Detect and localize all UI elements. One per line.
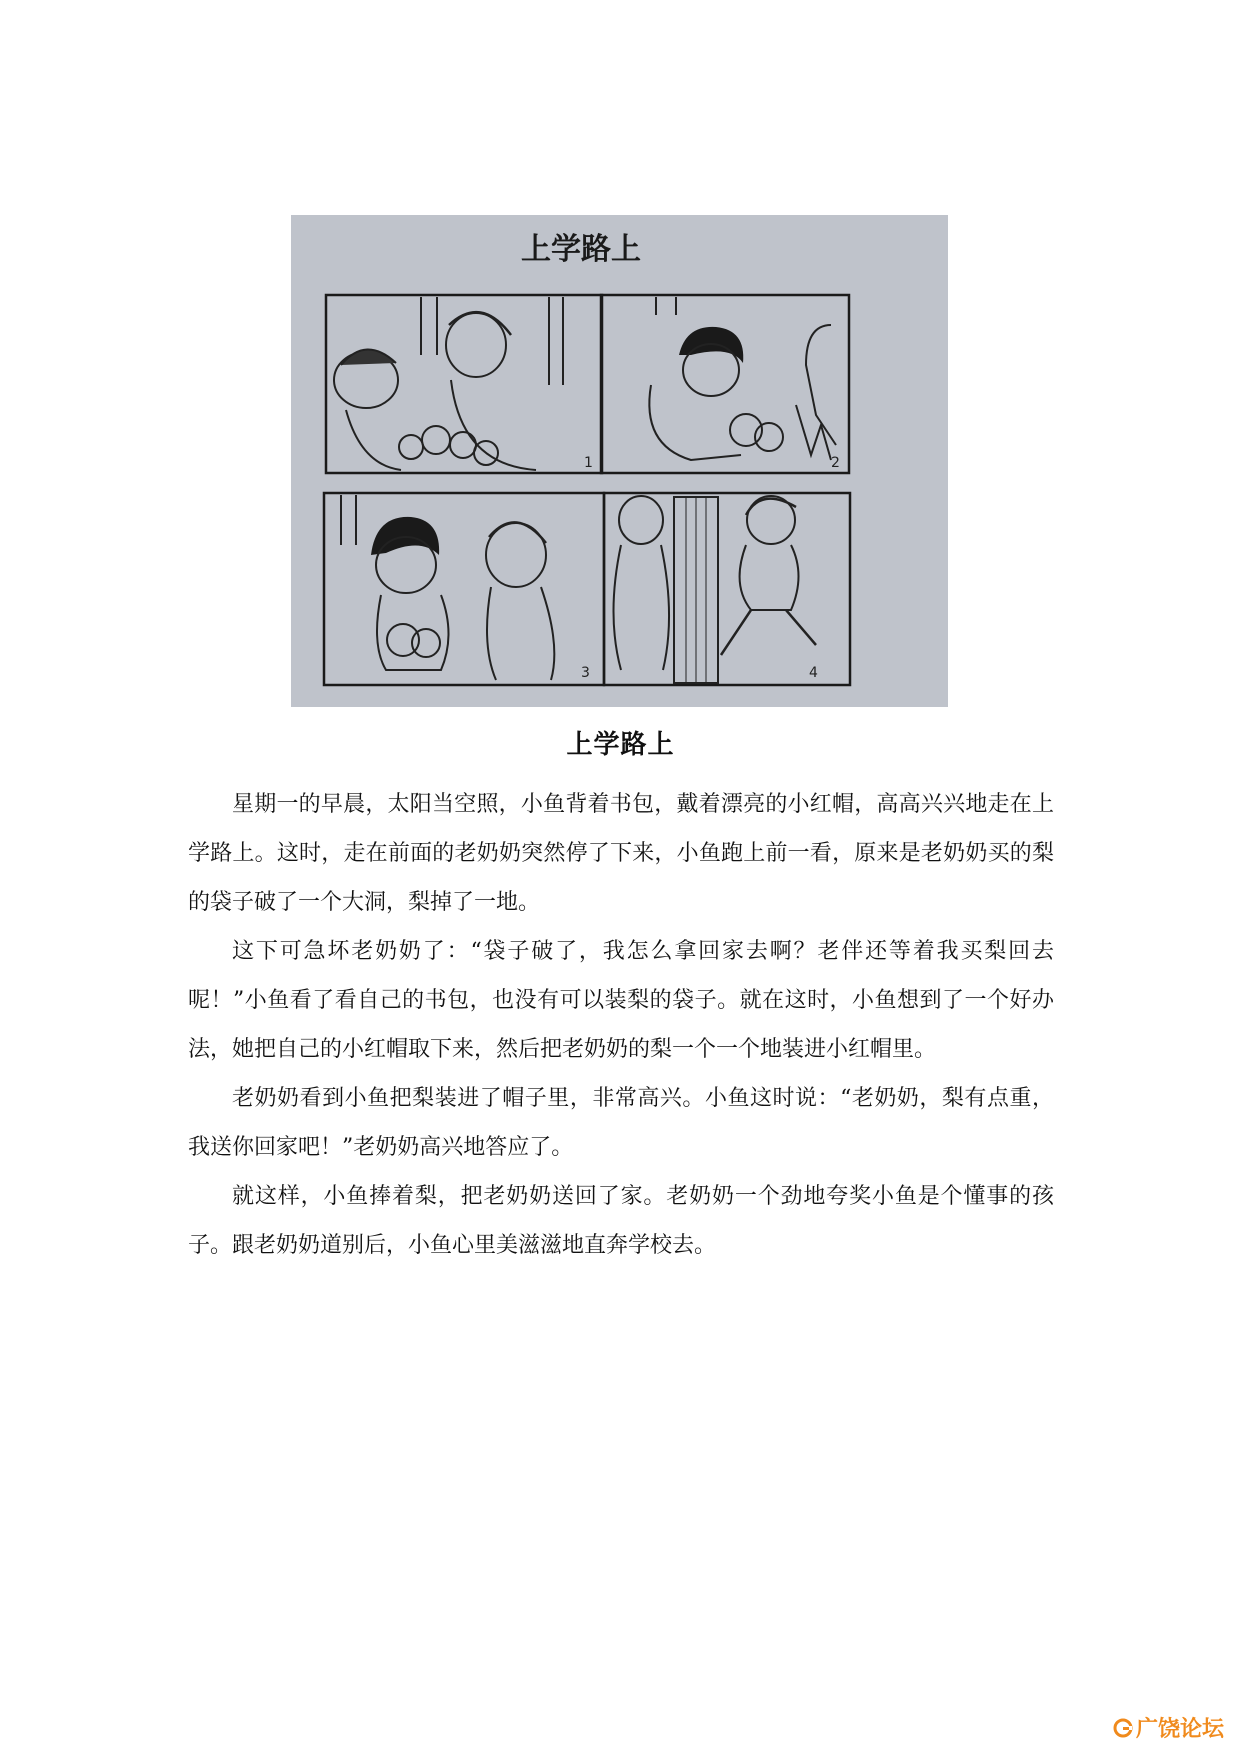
story-title: 上学路上 [566,730,675,760]
forum-logo-icon [1112,1717,1134,1739]
panel-number: 3 [581,665,590,681]
story-paragraph: 星期一的早晨，太阳当空照，小鱼背着书包，戴着漂亮的小红帽，高高兴兴地走在上学路上。这时，走在前面的老奶奶突然停了下来，小鱼跑上前一看，原来是老奶奶买的梨的袋子破了一个大洞，梨掉了一地。 [188,792,1054,915]
comic-illustration [291,215,948,707]
story-paragraph: 老奶奶看到小鱼把梨装进了帽子里，非常高兴。小鱼这时说：“老奶奶，梨有点重，我送你回家吧！”老奶奶高兴地答应了。 [188,1086,1054,1160]
panel-number: 2 [831,455,840,471]
comic-title: 上学路上 [521,232,641,267]
comic-photo [291,215,948,707]
story-paragraph: 这下可急坏老奶奶了：“袋子破了，我怎么拿回家去啊？老伴还等着我买梨回去呢！”小鱼看了看自己的书包，也没有可以装梨的袋子。就在这时，小鱼想到了一个好办法，她把自己的小红帽取下来，然后把老奶奶的梨一个一个地装进小红帽里。 [188,939,1054,1062]
panel-number: 4 [809,665,818,681]
story-paragraph: 就这样，小鱼捧着梨，把老奶奶送回了家。老奶奶一个劲地夸奖小鱼是个懂事的孩子。跟老奶奶道别后，小鱼心里美滋滋地直奔学校去。 [188,1184,1054,1258]
watermark-text: 广饶论坛 [1136,1717,1225,1742]
story-body [188,780,1054,1270]
forum-watermark [1112,1712,1224,1743]
panel-number: 1 [584,455,593,471]
